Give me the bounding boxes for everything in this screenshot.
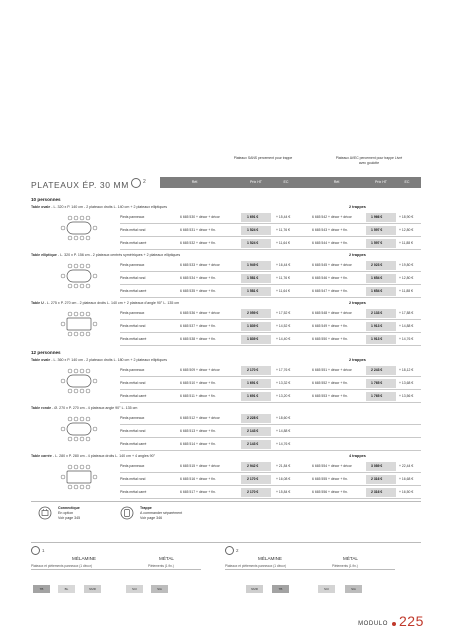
finish-swatch: SIA	[345, 585, 362, 593]
reference-2: 6 665 550 + décor + fin.	[312, 337, 348, 341]
price-ht: 1 524 €	[247, 241, 259, 245]
row-separator	[120, 498, 421, 499]
finish-rule-2	[225, 569, 395, 570]
header-ec: EC	[283, 180, 289, 184]
table-description: - L. 275 x P. 270 cm - 2 plateaux droits L. 140 cm + 2 plateaux d'angle 90° L. 135 cm	[43, 301, 180, 305]
price-ht-2: 1 654 €	[371, 289, 383, 293]
eco-contribution: + 14,88 €	[276, 429, 291, 433]
reference-2: 6 665 542 + décor + décor	[312, 215, 352, 219]
eco-contribution-2: + 16,68 €	[399, 477, 414, 481]
table-description: - L. 360 x P. 140 cm - 2 plateaux droits L. 180 cm + 2 plateaux elliptiques	[50, 358, 168, 362]
finish-swatch: SCI	[126, 585, 143, 593]
reference: 6 665 534 + décor + fin.	[180, 276, 216, 280]
price-ht-2: 1 765 €	[371, 394, 383, 398]
foot-type: Pieds métal carré	[120, 337, 147, 341]
table-heading	[31, 301, 179, 305]
finish-melamine2-sub: Plateaux et piètements panneaux (1 décor)	[225, 564, 286, 568]
reference: 6 665 509 + décor + décor	[180, 368, 220, 372]
price-ht: 1 524 €	[247, 228, 259, 232]
trappes-count: 4 trappes	[349, 454, 366, 458]
legend-connectique-title: Connectique	[58, 506, 80, 510]
eco-contribution-2: + 11,88 €	[399, 241, 413, 245]
finish-swatch: SCI	[318, 585, 335, 593]
trappe-icon	[120, 506, 134, 520]
reference: 6 665 535 + décor + fin.	[180, 289, 216, 293]
table-description: - Ø. 270 x P. 270 cm - 4 plateaux angle 90° L. 135 cm	[51, 406, 138, 410]
eco-contribution: + 11,64 €	[276, 241, 290, 245]
price-ht: 2 143 €	[247, 429, 259, 433]
section-title: PLATEAUX ÉP. 30 MM	[31, 180, 129, 190]
eco-contribution: + 17,76 €	[276, 368, 291, 372]
table-row	[0, 307, 452, 319]
price-ht-2: 1 913 €	[371, 324, 383, 328]
table-row	[0, 333, 452, 345]
price-ht: 2 170 €	[247, 368, 259, 372]
table-description: - L. 320 x P. 140 cm - 2 plateaux droits L. 140 cm + 2 plateaux elliptiques	[50, 205, 168, 209]
table-label: Table elliptique	[31, 253, 57, 257]
price-ht-2: 2 316 €	[371, 490, 383, 494]
finish-group-2-number: 2	[236, 548, 239, 553]
eco-contribution: + 16,44 €	[276, 263, 291, 267]
price-ht-2: 3 089 €	[371, 464, 383, 468]
col-head-sans: Plateaux SANS percement pour trappe	[233, 156, 293, 160]
table-heading	[31, 358, 167, 362]
eco-contribution-2: + 19,80 €	[399, 263, 414, 267]
col-head-avec: Plateaux AVEC percement pour trappe Livré avec goulotte	[335, 156, 403, 165]
foot-type: Pieds métal carré	[120, 289, 147, 293]
group-title: 10 personnes	[31, 197, 61, 202]
table-heading	[31, 406, 137, 410]
price-ht-2: 1 654 €	[371, 276, 383, 280]
row-separator	[120, 297, 421, 298]
eco-contribution-2: + 13,56 €	[399, 394, 414, 398]
finish-group-2-icon	[225, 546, 234, 555]
footer-label: MODULO	[358, 621, 388, 627]
eco-contribution: + 11,64 €	[276, 289, 290, 293]
table-label: Table ronde	[31, 406, 52, 410]
footer-dot	[392, 622, 396, 626]
table-row	[0, 460, 452, 472]
eco-contribution-2: + 12,80 €	[399, 276, 414, 280]
reference-2: 6 665 545 + décor + décor	[312, 263, 352, 267]
header-ref: Réf.	[191, 180, 199, 184]
legend-rule	[31, 501, 421, 502]
reference: 6 665 511 + décor + fin.	[180, 394, 216, 398]
reference-2: 6 665 551 + décor + décor	[312, 368, 352, 372]
finish-swatch: SIA	[151, 585, 168, 593]
section-finish-number: 2	[143, 179, 146, 185]
table-row	[0, 320, 452, 332]
price-ht: 1 581 €	[247, 289, 259, 293]
reference-2: 6 665 544 + décor + fin.	[312, 241, 348, 245]
price-ht-2: 2 316 €	[371, 477, 383, 481]
reference: 6 665 513 + décor + fin.	[180, 429, 216, 433]
eco-contribution: + 17,52 €	[276, 311, 291, 315]
finish-swatch: BL	[58, 585, 75, 593]
table-row	[0, 211, 452, 223]
reference-2: 6 665 547 + décor + fin.	[312, 289, 348, 293]
foot-type: Pieds métal carré	[120, 394, 147, 398]
reference: 6 665 537 + décor + fin.	[180, 324, 216, 328]
table-heading	[31, 253, 180, 257]
legend-trappe-title: Trappe	[140, 506, 152, 510]
foot-type: Pieds panneaux	[120, 311, 145, 315]
foot-type: Pieds métal rond	[120, 477, 146, 481]
reference-2: 6 665 548 + décor + décor	[312, 311, 352, 315]
foot-type: Pieds métal rond	[120, 381, 146, 385]
reference: 6 665 538 + décor + fin.	[180, 337, 216, 341]
trappes-count: 2 trappes	[349, 205, 366, 209]
eco-contribution-2: + 22,44 €	[399, 464, 414, 468]
legend-connectique-line1: En option	[58, 510, 74, 515]
legend-trappe-line2: Voir page 346	[140, 515, 163, 520]
eco-contribution-2: + 18,90 €	[399, 215, 414, 219]
price-ht: 2 170 €	[247, 477, 259, 481]
eco-contribution-2: + 12,80 €	[399, 228, 414, 232]
price-ht-2: 1 913 €	[371, 337, 383, 341]
table-row	[0, 272, 452, 284]
table-row	[0, 425, 452, 437]
eco-contribution: + 15,84 €	[276, 490, 291, 494]
table-row	[0, 224, 452, 236]
finish-icon	[131, 178, 141, 188]
foot-type: Pieds métal rond	[120, 429, 146, 433]
reference: 6 665 531 + décor + fin.	[180, 228, 216, 232]
row-separator	[120, 345, 421, 346]
price-ht: 1 949 €	[247, 263, 259, 267]
foot-type: Pieds panneaux	[120, 368, 145, 372]
eco-contribution-2: + 14,88 €	[399, 324, 414, 328]
finish-metal2-sub: Piètements (1 fin.)	[332, 564, 358, 568]
table-row	[0, 285, 452, 297]
eco-contribution-2: + 16,50 €	[399, 490, 414, 494]
table-description: - L. 280 x P. 280 cm - 4 plateaux droits L. 140 cm + 4 angles 90°	[51, 454, 156, 458]
price-ht: 2 942 €	[247, 464, 259, 468]
reference: 6 665 536 + décor + décor	[180, 311, 220, 315]
price-ht: 2 170 €	[247, 490, 259, 494]
eco-contribution-2: + 14,76 €	[399, 337, 414, 341]
price-ht: 1 839 €	[247, 337, 259, 341]
finish-swatch: TB	[33, 585, 50, 593]
price-ht-2: 1 597 €	[371, 241, 383, 245]
reference-2: 6 665 553 + décor + fin.	[312, 394, 348, 398]
table-label: Table ovale	[31, 205, 51, 209]
reference: 6 665 517 + décor + fin.	[180, 490, 216, 494]
table-row	[0, 390, 452, 402]
price-ht: 1 581 €	[247, 276, 259, 280]
foot-type: Pieds métal rond	[120, 276, 146, 280]
price-ht-2: 1 765 €	[371, 381, 383, 385]
header-prix-ht: Prix HT	[250, 180, 262, 184]
foot-type: Pieds métal carré	[120, 241, 147, 245]
legend-trappe-line1: A commander séparément	[140, 510, 183, 515]
finish-group-1-icon	[31, 546, 40, 555]
foot-type: Pieds panneaux	[120, 215, 145, 219]
finish-melamine-sub: Plateaux et piètements panneaux (1 décor)	[31, 564, 92, 568]
price-ht: 1 691 €	[247, 394, 259, 398]
reference: 6 665 515 + décor + décor	[180, 464, 220, 468]
eco-contribution: + 16,08 €	[276, 477, 291, 481]
price-ht-2: 2 133 €	[371, 311, 383, 315]
reference: 6 665 512 + décor + décor	[180, 416, 220, 420]
reference-2: 6 665 552 + décor + fin.	[312, 381, 348, 385]
legend-rule-bottom	[31, 542, 421, 543]
table-label: Table U	[31, 301, 44, 305]
foot-type: Pieds panneaux	[120, 263, 145, 267]
eco-contribution: + 14,52 €	[276, 324, 291, 328]
reference-2: 6 665 549 + décor + fin.	[312, 324, 348, 328]
page-number: 225	[399, 613, 424, 629]
table-description: - L. 320 x P. 156 cm - 2 plateaux centrés symétriques + 2 plateaux elliptiques	[56, 253, 181, 257]
trappes-count: 2 trappes	[349, 253, 366, 257]
price-ht: 1 691 €	[247, 215, 259, 219]
table-row	[0, 364, 452, 376]
group-title: 12 personnes	[31, 350, 61, 355]
finish-group-1-number: 1	[42, 548, 45, 553]
foot-type: Pieds métal rond	[120, 324, 146, 328]
eco-contribution: + 13,32 €	[276, 381, 291, 385]
header-ec-2: EC	[404, 180, 410, 184]
table-row	[0, 438, 452, 450]
eco-contribution: + 15,44 €	[276, 215, 291, 219]
eco-contribution-2: + 13,68 €	[399, 381, 414, 385]
trappes-count: 2 trappes	[349, 301, 366, 305]
header-prix-ht-2: Prix HT	[375, 180, 387, 184]
reference-2: 6 665 554 + décor + décor	[312, 464, 352, 468]
table-row	[0, 473, 452, 485]
foot-type: Pieds panneaux	[120, 464, 145, 468]
eco-contribution: + 13,20 €	[276, 394, 291, 398]
reference-2: 6 665 543 + décor + fin.	[312, 228, 348, 232]
finish-metal2-title: MÉTAL	[343, 556, 358, 561]
price-ht-2: 2 023 €	[371, 263, 383, 267]
eco-contribution: + 14,76 €	[276, 442, 291, 446]
foot-type: Pieds métal carré	[120, 490, 147, 494]
finish-metal-title: MÉTAL	[159, 556, 174, 561]
finish-swatch: NMR	[246, 585, 263, 593]
foot-type: Pieds métal rond	[120, 228, 146, 232]
row-separator	[120, 249, 421, 250]
header-ref-2: Réf.	[333, 180, 341, 184]
eco-contribution-2: + 11,88 €	[399, 289, 413, 293]
eco-contribution: + 11,76 €	[276, 228, 290, 232]
table-row	[0, 486, 452, 498]
finish-rule-1	[31, 569, 201, 570]
finish-swatch: NMR	[84, 585, 101, 593]
legend-connectique	[58, 506, 80, 520]
price-ht: 1 691 €	[247, 381, 259, 385]
reference-2: 6 665 546 + décor + fin.	[312, 276, 348, 280]
finish-metal-sub: Piètements (1 fin.)	[148, 564, 174, 568]
reference: 6 665 533 + décor + décor	[180, 263, 220, 267]
table-heading	[31, 205, 167, 209]
legend-connectique-line2: Voir page 345	[58, 515, 81, 520]
foot-type: Pieds panneaux	[120, 416, 145, 420]
eco-contribution-2: + 17,88 €	[399, 311, 414, 315]
reference: 6 665 514 + décor + fin.	[180, 442, 216, 446]
eco-contribution: + 11,76 €	[276, 276, 290, 280]
row-separator	[120, 402, 421, 403]
eco-contribution: + 14,40 €	[276, 337, 291, 341]
price-ht: 2 059 €	[247, 311, 259, 315]
table-row	[0, 259, 452, 271]
finish-melamine-title: MÉLAMINE	[72, 556, 96, 561]
price-ht: 2 143 €	[247, 442, 259, 446]
trappes-count: 2 trappes	[349, 358, 366, 362]
foot-type: Pieds métal carré	[120, 442, 147, 446]
eco-contribution-2: + 18,12 €	[399, 368, 414, 372]
table-heading	[31, 454, 155, 458]
legend-trappe	[140, 506, 182, 520]
reference: 6 665 516 + décor + fin.	[180, 477, 216, 481]
reference: 6 665 530 + décor + décor	[180, 215, 220, 219]
price-ht-2: 1 966 €	[371, 215, 383, 219]
finish-swatch: TB	[272, 585, 289, 593]
table-label: Table ovale	[31, 358, 51, 362]
reference-2: 6 665 555 + décor + fin.	[312, 477, 348, 481]
row-separator	[120, 450, 421, 451]
table-label: Table carrée	[31, 454, 52, 458]
table-row	[0, 412, 452, 424]
price-ht-2: 1 597 €	[371, 228, 383, 232]
reference-2: 6 665 556 + décor + fin.	[312, 490, 348, 494]
eco-contribution: + 18,60 €	[276, 416, 291, 420]
finish-melamine2-title: MÉLAMINE	[258, 556, 282, 561]
reference: 6 665 532 + décor + fin.	[180, 241, 216, 245]
price-ht: 1 839 €	[247, 324, 259, 328]
eco-contribution: + 21,84 €	[276, 464, 291, 468]
table-row	[0, 377, 452, 389]
price-ht: 2 228 €	[247, 416, 259, 420]
reference: 6 665 510 + décor + fin.	[180, 381, 216, 385]
table-row	[0, 237, 452, 249]
price-ht-2: 2 243 €	[371, 368, 383, 372]
connectique-icon	[38, 506, 52, 520]
